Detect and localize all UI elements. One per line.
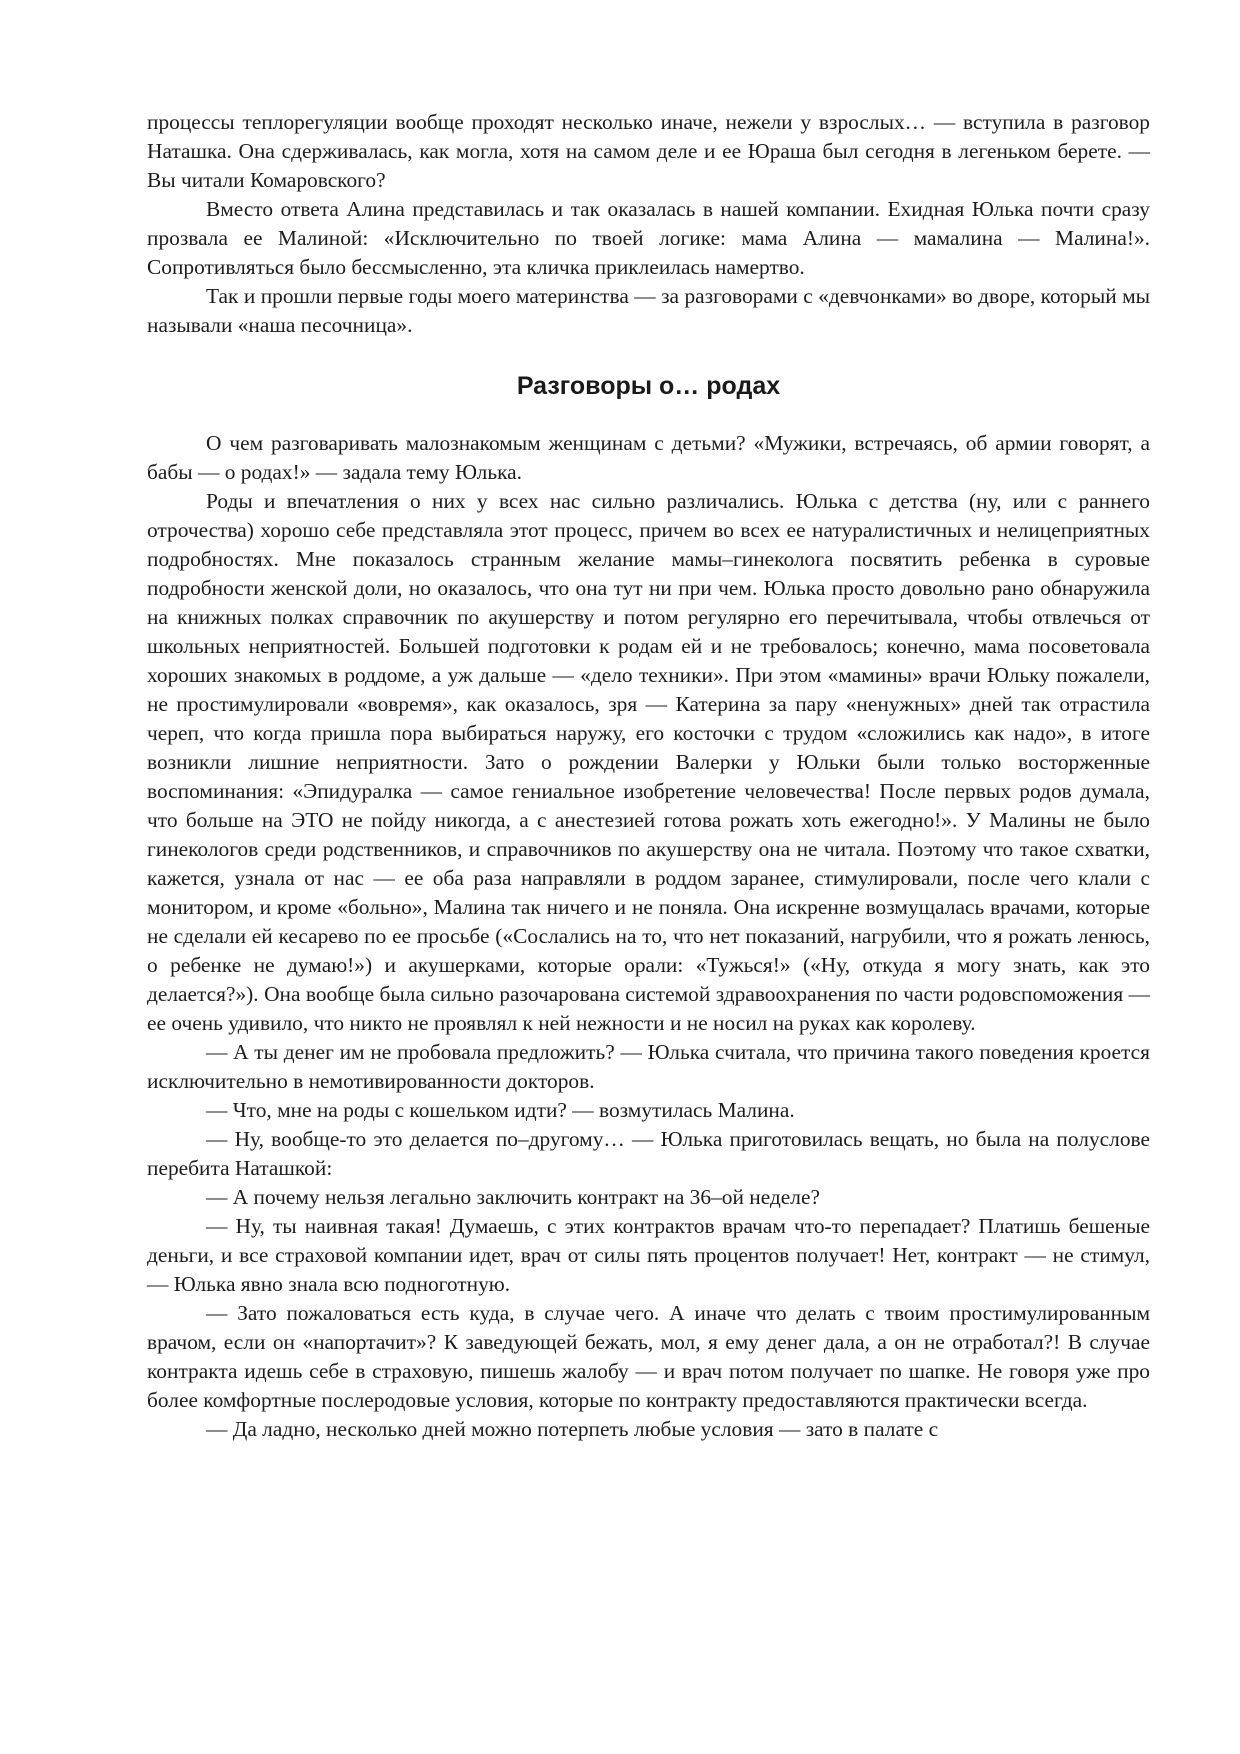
paragraph: О чем разговаривать малознакомым женщинам с детьми? «Мужики, встречаясь, об армии говорят, а бабы — о родах!» — задала тему Юлька. <box>147 431 1150 484</box>
paragraph: Так и прошли первые годы моего материнства — за разговорами с «девчонками» во дворе, который мы называли «наша песочница». <box>147 284 1150 337</box>
dialogue-line: — Зато пожаловаться есть куда, в случае чего. А иначе что делать с твоим простимулированным врачом, если он «напортачит»? К заведующей бежать, мол, я ему денег дала, а он не отработал?! В случае контракта идешь себе в страховую, пишешь жалобу — и врач потом получает по шапке. Не говоря уже про более комфортные послеродовые условия, которые по контракту предоставляются практически всегда. <box>147 1301 1150 1412</box>
paragraph: Вместо ответа Алина представилась и так оказалась в нашей компании. Ехидная Юлька почти сразу прозвала ее Малиной: «Исключительно по твоей логике: мама Алина — мамалина — Малина!». Сопротивляться было бессмысленно, эта кличка приклеилась намертво. <box>147 197 1150 279</box>
dialogue-line: — Да ладно, несколько дней можно потерпеть любые условия — зато в палате с <box>206 1417 939 1441</box>
dialogue-line: — Ну, ты наивная такая! Думаешь, с этих контрактов врачам что-то перепадает? Платишь бешеные деньги, и все страховой компании идет, врач от силы пять процентов получает! Нет, контракт — не стимул, — Юлька явно знала всю подноготную. <box>147 1214 1150 1296</box>
section-heading: Разговоры о… родах <box>516 372 781 400</box>
paragraph-continuation: процессы теплорегуляции вообще проходят несколько иначе, нежели у взрослых… — вступила в разговор Наташка. Она сдерживалась, как могла, хотя на самом деле и ее Юраша был сегодня в легеньком берете. — Вы читали Комаровского? <box>147 110 1150 192</box>
dialogue-line: — Ну, вообще-то это делается по–другому… — Юлька приготовилась вещать, но была на полуслове перебита Наташкой: <box>147 1127 1150 1180</box>
document-page <box>147 108 1150 1444</box>
paragraph: Роды и впечатления о них у всех нас сильно различались. Юлька с детства (ну, или с раннего отрочества) хорошо себе представляла этот процесс, причем во всех ее натуралистичных и нелицеприятных подробностях. Мне показалось странным желание мамы–гинеколога посвятить ребенка в суровые подробности женской доли, но оказалось, что она тут ни при чем. Юлька просто довольно рано обнаружила на книжных полках справочник по акушерству и потом регулярно его перечитывала, чтобы отвлечься от школьных неприятностей. Большей подготовки к родам ей и не требовалось; конечно, мама посоветовала хороших знакомых в роддоме, а уж дальше — «дело техники». При этом «мамины» врачи Юльку пожалели, не простимулировали «вовремя», как оказалось, зря — Катерина за пару «ненужных» дней так отрастила череп, что когда пришла пора выбираться наружу, его косточки с трудом «сложились как надо», в итоге возникли лишние неприятности. Зато о рождении Валерки у Юльки были только восторженные воспоминания: «Эпидуралка — самое гениальное изобретение человечества! После первых родов думала, что больше на ЭТО не пойду никогда, а с анестезией готова рожать хоть ежегодно!». У Малины не было гинекологов среди родственников, и справочников по акушерству она не читала. Поэтому что такое схватки, кажется, узнала от нас — ее оба раза направляли в роддом заранее, стимулировали, после чего клали с монитором, и кроме «больно», Малина так ничего и не поняла. Она искренне возмущалась врачами, которые не сделали ей кесарево по ее просьбе («Сослались на то, что нет показаний, нагрубили, что я рожать ленюсь, о ребенке не думаю!») и акушерками, которые орали: «Тужься!» («Ну, откуда я могу знать, как это делается?»). Она вообще была сильно разочарована системой здравоохранения по части родовспоможения — ее очень удивило, что никто не проявлял к ней нежности и не носил на руках как королеву. <box>147 489 1150 1035</box>
dialogue-line: — А ты денег им не пробовала предложить? — Юлька считала, что причина такого поведения кроется исключительно в немотивированности докторов. <box>147 1040 1150 1093</box>
dialogue-line: — А почему нельзя легально заключить контракт на 36–ой неделе? <box>206 1185 820 1209</box>
dialogue-line: — Что, мне на роды с кошельком идти? — возмутилась Малина. <box>206 1098 795 1122</box>
